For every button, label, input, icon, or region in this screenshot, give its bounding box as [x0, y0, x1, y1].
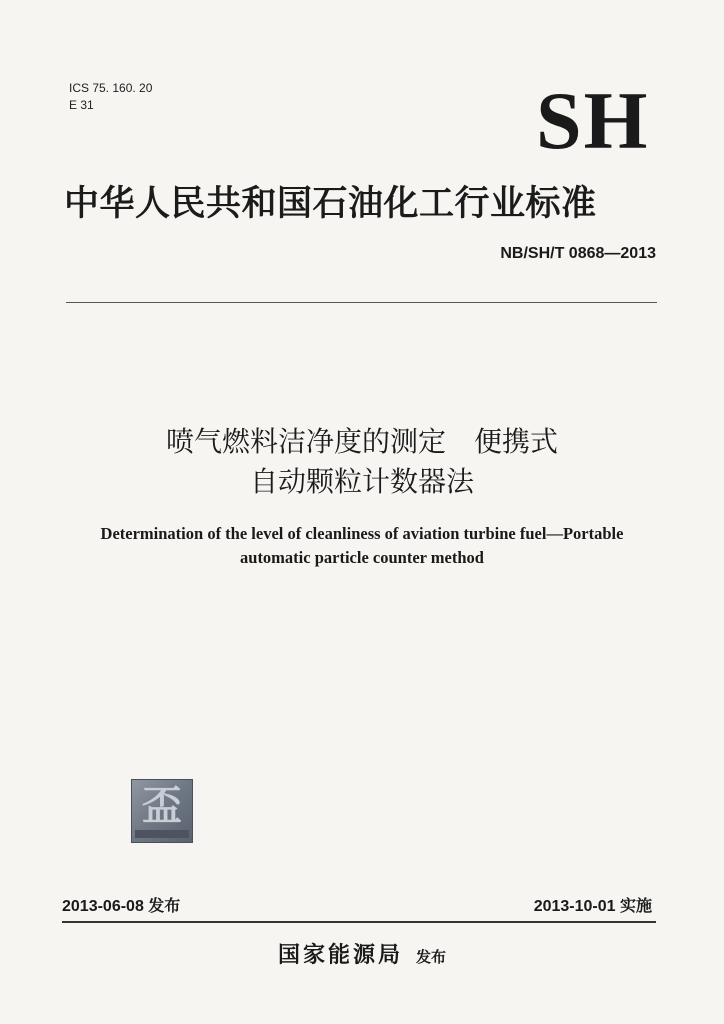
standard-category-title: 中华人民共和国石油化工行业标准 [64, 184, 597, 224]
header-divider [66, 302, 657, 303]
publisher-seal-icon [131, 779, 193, 843]
document-title-english [0, 522, 724, 570]
issue-date-value: 2013-06-08 [62, 898, 144, 915]
title-cn-line-1: 喷气燃料洁净度的测定 便携式 [165, 425, 558, 458]
standard-number: NB/SH/T 0868—2013 [500, 245, 656, 262]
title-cn-line-2: 自动颗粒计数器法 [249, 465, 474, 498]
sh-logo: SH [536, 75, 650, 166]
ccs-code: E 31 [69, 98, 94, 112]
issue-date [62, 897, 180, 917]
publisher-organization: 国家能源局 [277, 943, 403, 968]
implementation-date-value: 2013-10-01 [533, 898, 616, 915]
classification-codes [69, 80, 152, 114]
title-en-line-1: Determination of the level of cleanliness of aviation turbine fuel—Portable [100, 524, 624, 543]
document-title-chinese [0, 422, 724, 502]
footer-divider [62, 921, 656, 923]
seal-glyph: 盃 [142, 782, 182, 829]
issue-date-label: 发布 [148, 898, 181, 915]
seal-caption-band [135, 830, 189, 838]
publisher-line [0, 938, 724, 969]
publisher-action: 发布 [416, 948, 447, 966]
ics-code: ICS 75. 160. 20 [69, 81, 153, 95]
implementation-date-label: 实施 [619, 898, 652, 915]
implementation-date [534, 897, 652, 917]
title-en-line-2: automatic particle counter method [240, 548, 484, 567]
